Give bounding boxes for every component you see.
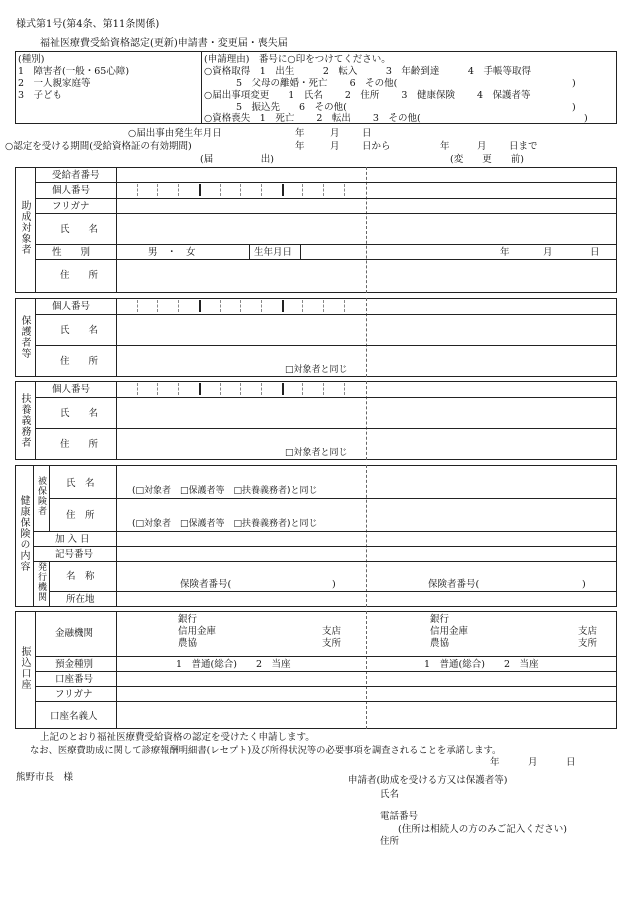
insurance-side-label: 健康保険の内容 [18,495,29,572]
digit-separator [261,184,262,196]
issuer-label: 発行機関 [36,562,46,602]
beneficiary-no-label: 受給者番号 [52,170,100,181]
subject-name-field[interactable] [117,214,365,243]
subject-name-label: 氏 名 [60,224,99,235]
reason-close-1: ) [572,78,576,89]
digit-separator [261,383,262,395]
symbol-no-label: 記号番号 [55,549,94,560]
subject-address-label: 住 所 [60,270,99,281]
form-title: 福祉医療費受給資格認定(更新)申請書・変更届・喪失届 [40,38,288,49]
supporter-side-label: 扶養義務者 [19,393,30,448]
bank-side-label: 振込口座 [19,646,30,690]
form-number: 様式第1号(第4条、第11条関係) [16,19,160,30]
digit-separator [302,300,303,312]
reason-acquire[interactable]: ○資格取得 1 出生 2 転入 3 年齢到達 4 手帳等取得 [204,66,531,77]
column-header-before-change: (変 更 前) [450,154,524,165]
issuer-name-label: 名 称 [66,571,95,582]
applicant-name-label: 氏名 [380,789,400,800]
insurer-no-label: 保険者番号( [180,579,232,590]
digit-separator [302,383,303,395]
digit-separator [157,383,158,395]
digit-separator [344,383,345,395]
deposit-type-options-before[interactable]: 1 普通(総合) 2 当座 [424,659,539,670]
subject-personal-no-label: 個人番号 [52,185,91,196]
insured-address-same-options[interactable]: (□対象者 □保護者等 □扶養義務者)と同じ [132,519,318,529]
guardian-address-field[interactable] [117,346,277,376]
digit-separator [344,184,345,196]
statement-2: なお、医療費助成に関して診療報酬明細書(レセプト)及び所得状況等の必要事項を調査されることを承諾します。 [30,745,502,756]
account-no-field[interactable] [117,672,365,685]
reason-close-3: ) [584,113,588,124]
reason-change[interactable]: ○届出事項変更 1 氏名 2 住所 3 健康保険 4 保護者等 [204,90,531,101]
digit-separator [178,184,179,196]
reason-acquire-other[interactable]: 5 父母の離婚・死亡 6 その他( [236,78,398,89]
digit-separator [302,184,303,196]
symbol-no-field[interactable] [117,547,365,560]
account-holder-field[interactable] [117,702,365,728]
bank-furigana-label: フリガナ [55,689,93,700]
statement-1: 上記のとおり福祉医療費受給資格の認定を受けたく申請します。 [40,732,315,743]
guardian-name-field[interactable] [117,315,365,344]
reason-close-2: ) [572,102,576,113]
column-header-filing: (届 出) [200,154,274,165]
join-date-field[interactable] [117,532,365,545]
supporter-address-label: 住 所 [60,439,99,450]
mayor-address: 熊野市長 様 [16,772,74,783]
digit-separator [220,300,221,312]
issuer-address-label: 所在地 [66,594,95,605]
type-heading: (種別) [18,54,45,65]
type-item-1[interactable]: 1 障害者(一般・65心障) [18,66,130,77]
join-date-label: 加 入 日 [55,534,90,545]
digit-separator [220,184,221,196]
digit-separator [137,383,138,395]
subject-side-label: 助成対象者 [19,200,30,255]
insured-name-label: 氏 名 [66,478,95,489]
digit-separator [240,300,241,312]
digit-separator [137,184,138,196]
type-item-2[interactable]: 2 一人親家庭等 [18,78,91,89]
supporter-address-field[interactable] [117,429,277,459]
digit-separator [178,383,179,395]
digit-separator [157,300,158,312]
digit-separator [199,383,201,395]
issuer-address-field[interactable] [117,592,365,606]
digit-separator [199,184,201,196]
supporter-same-checkbox[interactable]: □対象者と同じ [285,448,348,458]
guardian-address-label: 住 所 [60,356,99,367]
digit-separator [282,184,284,196]
guardian-same-checkbox[interactable]: □対象者と同じ [285,365,348,375]
insured-address-label: 住 所 [66,510,95,521]
subject-sex-label: 性 別 [52,247,91,258]
event-date-label: ○届出事由発生年月日 [128,128,222,139]
applicant-label: 申請者(助成を受ける方又は保護者等) [348,775,508,786]
digit-separator [323,383,324,395]
digit-separator [240,383,241,395]
digit-separator [344,300,345,312]
insured-label: 被保険者 [36,476,46,516]
subject-beneficiary-no-field[interactable] [117,168,365,181]
type-item-3[interactable]: 3 子ども [18,90,63,101]
digit-separator [323,184,324,196]
period-label: ○認定を受ける期間(受給資格証の有効期間) [5,141,192,152]
phone-label: 電話番号 [380,811,419,822]
digit-separator [261,300,262,312]
digit-separator [157,184,158,196]
reason-lose[interactable]: ○資格喪失 1 死亡 2 転出 3 その他( [204,113,421,124]
sex-options[interactable]: 男 ・ 女 [148,247,196,258]
institution-label: 金融機関 [55,628,94,639]
digit-separator [282,300,284,312]
digit-separator [282,383,284,395]
reason-heading: (申請理由) 番号に○印をつけてください。 [204,54,391,65]
digit-separator [178,300,179,312]
supporter-name-field[interactable] [117,398,365,427]
reason-change-other[interactable]: 5 振込先 6 その他( [236,102,347,113]
bank-furigana-field[interactable] [117,687,365,700]
birth-date-label: 生年月日 [254,247,293,258]
digit-separator [323,300,324,312]
digit-separator [220,383,221,395]
insurer-no-label-before: 保険者番号( [428,579,480,590]
supporter-personal-no-label: 個人番号 [52,384,91,395]
application-date[interactable]: 年 月 日 [490,757,576,768]
digit-separator [137,300,138,312]
subject-furigana-field[interactable] [117,199,365,212]
address-note: (住所は相続人の方のみご記入ください) [398,824,567,835]
account-holder-label: 口座名義人 [50,711,98,722]
applicant-address-label: 住所 [380,836,400,847]
digit-separator [199,300,201,312]
insured-name-same-options[interactable]: (□対象者 □保護者等 □扶養義務者)と同じ [132,486,318,496]
deposit-type-options[interactable]: 1 普通(総合) 2 当座 [176,659,291,670]
guardian-side-label: 保護者等 [19,315,30,359]
supporter-name-label: 氏 名 [60,408,99,419]
subject-address-field[interactable] [117,260,365,292]
digit-separator [240,184,241,196]
guardian-personal-no-label: 個人番号 [52,301,91,312]
account-no-label: 口座番号 [55,674,94,685]
deposit-type-label: 預金種別 [55,659,94,670]
subject-furigana-label: フリガナ [52,201,90,212]
guardian-name-label: 氏 名 [60,325,99,336]
